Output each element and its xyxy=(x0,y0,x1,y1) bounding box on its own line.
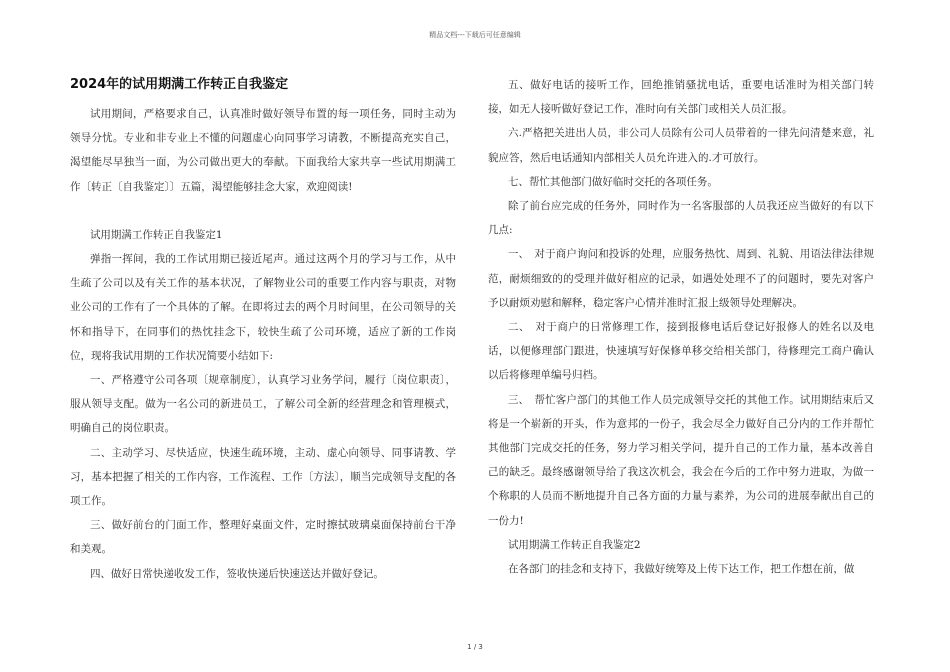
section-heading-1: 试用期满工作转正自我鉴定1 xyxy=(89,228,223,241)
body-paragraph: 五、做好电话的接听工作，回绝推销骚扰电话，重要电话准时为相关部门转接，如无人接听做好登记工作，准时向有关部门或相关人员汇报。 xyxy=(488,79,874,116)
body-paragraph: 二、主动学习、尽快适应，快速生疏环境，主动、虚心向领导、同事请教、学习，基本把握了相关的工作内容，工作流程、工作〔方法〕，顺当完成领导支配的各项工作。 xyxy=(70,446,456,508)
section-heading-2: 试用期满工作转正自我鉴定2 xyxy=(507,538,641,551)
body-paragraph: 除了前台应完成的任务外，同时作为一名客服部的人员我还应当做好的有以下几点: xyxy=(488,200,874,237)
body-paragraph: 六.严格把关进出人员，非公司人员除有公司人员带着的一律先问清楚来意，礼貌应答，然后电话通知内部相关人员允许进入的.才可放行。 xyxy=(488,127,874,164)
body-paragraph: 一、严格遵守公司各项〔规章制度〕，认真学习业务学问，履行〔岗位职责〕，服从领导支配。做为一名公司的新进员工，了解公司全新的经营理念和管理模式，明确自己的岗位职责。 xyxy=(70,374,456,435)
body-paragraph: 三、做好前台的门面工作，整理好桌面文件，定时擦拭玻璃桌面保持前台干净和美观。 xyxy=(70,519,456,556)
intro-paragraph: 试用期间，严格要求自己，认真准时做好领导布置的每一项任务，同时主动为领导分忧。专业和非专业上不懂的问题虚心向同事学习请教，不断提高充实自己，渴望能尽早独当一面，为公司做出更大的奉献。下面我给大家共享一些试用期满工作〔转正〔自我鉴定〕〕五篇，渴望能够挂念大家，欢迎阅读! xyxy=(70,108,456,193)
right-column xyxy=(488,73,874,581)
body-paragraph: 在各部门的挂念和支持下，我做好统筹及上传下达工作，把工作想在前，做 xyxy=(507,563,855,576)
body-paragraph: 二、 对于商户的日常修理工作，接到报修电话后登记好报修人的姓名以及电话，以便修理部门跟进，快速填写好保修单移交给相关部门，待修理完工商户确认以后将修理单编号归档。 xyxy=(488,321,874,382)
paragraph-spacer xyxy=(70,199,456,223)
body-paragraph: 三、 帮忙客户部门的其他工作人员完成领导交托的其他工作。试用期结束后又将是一个崭新的开头，作为意邦的一份子，我会尽全力做好自己分内的工作并帮忙其他部门完成交托的任务，努力学习相关学问，提升自己的工作力量，基本改善自己的缺乏。最终感谢领导给了我这次机会，我会在今后的工作中努力进取，为做一个称职的人员而不断地提升自己各方面的力量与素养，为公司的进展奉献出自己的一份力! xyxy=(488,393,874,527)
body-paragraph: 弹指一挥间，我的工作试用期已接近尾声。通过这两个月的学习与工作，从中生疏了公司以及有关工作的基本状况，了解物业公司的重要工作内容与职责，对物业公司的工作有了一个具体的了解。在即将过去的两个月时间里，在公司领导的关怀和指导下，在同事们的热忱挂念下，较快生疏了公司环境，适应了新的工作岗位，现将我试用期的工作状况简要小结如下: xyxy=(70,253,456,362)
body-paragraph: 四、做好日常快递收发工作，签收快递后快速送达并做好登记。 xyxy=(89,567,384,580)
document-title: 2024年的试用期满工作转正自我鉴定 xyxy=(70,77,289,92)
page-number: 1 / 3 xyxy=(467,643,483,651)
body-paragraph: 一、 对于商户询问和投诉的处理，应服务热忱、周到、礼貌、用语法律法律规范，耐烦细致的的受理并做好相应的记录，如遇处处理不了的问题时，要先对客户予以耐烦劝慰和解释，稳定客户心情并准时汇报上级领导处理解决。 xyxy=(488,248,874,309)
left-column xyxy=(70,73,456,586)
page-header: 精品文档---下载后可任意编辑 xyxy=(429,31,521,39)
body-paragraph: 七、帮忙其他部门做好临时交托的各项任务。 xyxy=(507,175,718,188)
